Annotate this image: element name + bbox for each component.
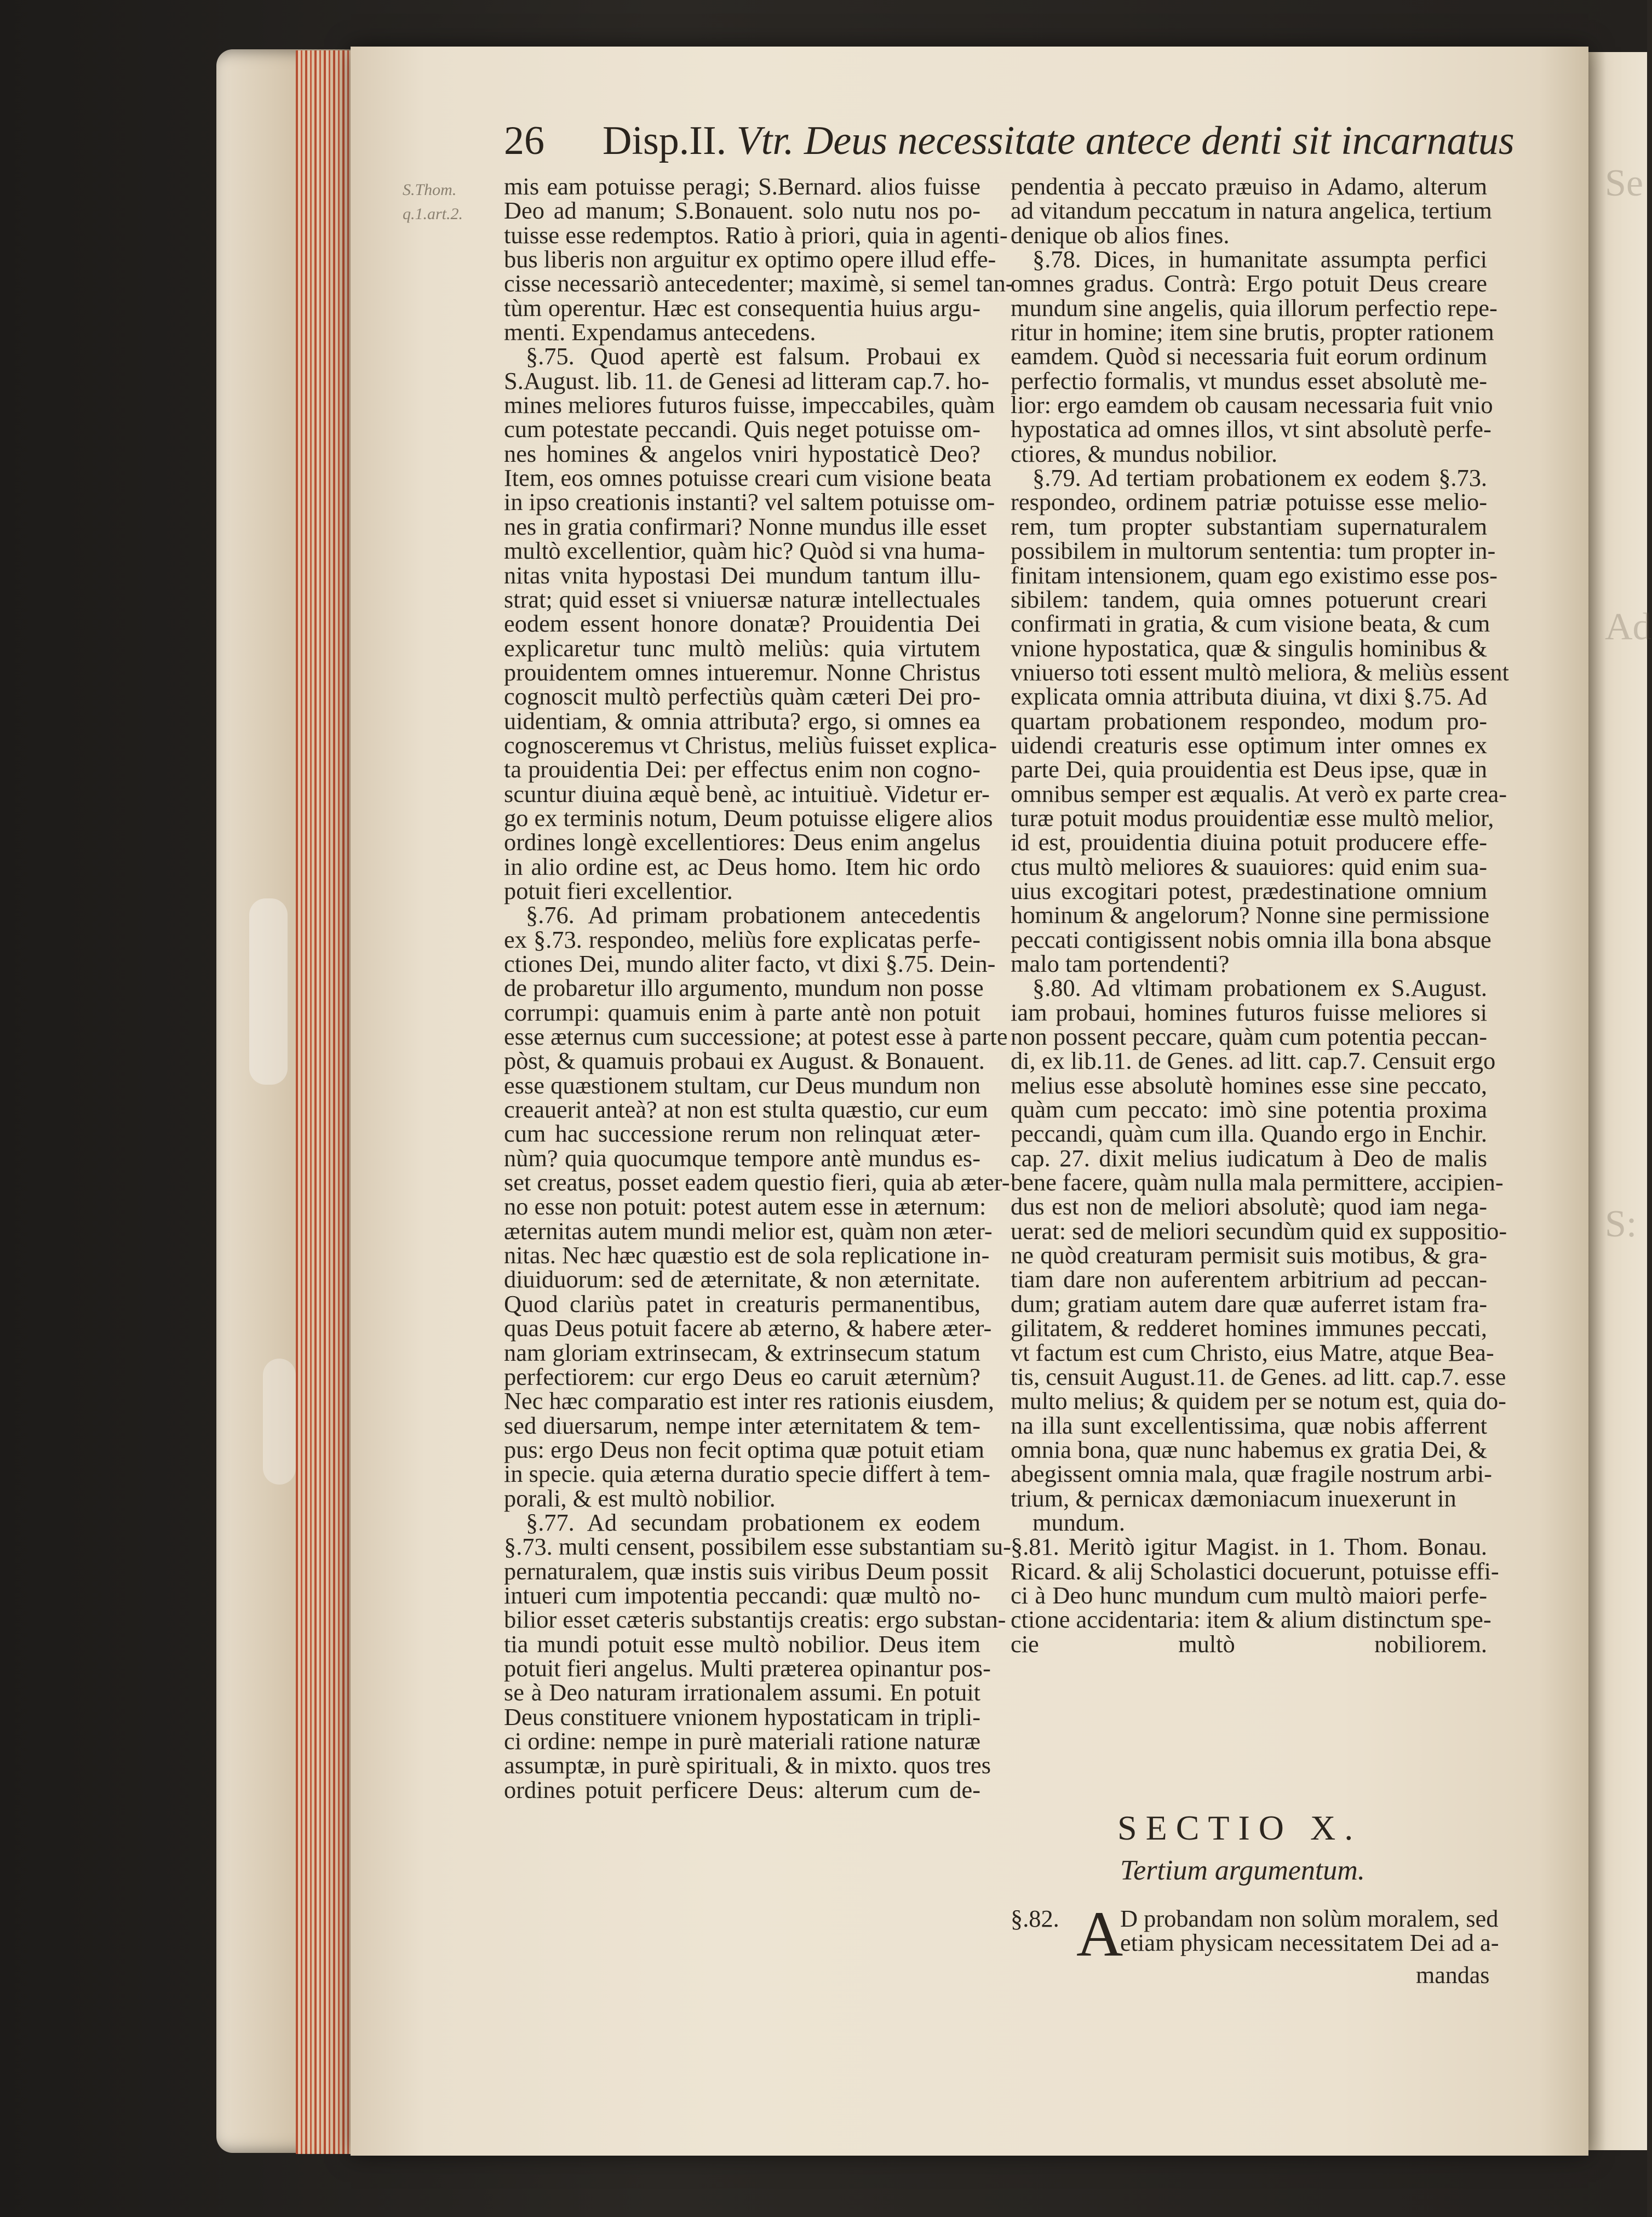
text-line: Quod clariùs patet in creaturis permanentibus, xyxy=(504,1290,980,1317)
text-line: nitas. Nec hæc quæstio est de sola replicatione in- xyxy=(504,1241,990,1269)
text-line: Deo ad manum; S.Bonauent. solo nutu nos po- xyxy=(504,197,980,225)
text-line: esse quæstionem stultam, cur Deus mundum non xyxy=(504,1071,980,1099)
text-line: vniuerso toti essent multò meliora, & meliùs essent xyxy=(1011,658,1509,686)
running-title xyxy=(603,118,1515,164)
text-line: explicata omnia attributa diuina, vt dixi §.75. Ad xyxy=(1011,683,1487,711)
text-line: §.79. Ad tertiam probationem ex eodem §.73. xyxy=(1032,464,1487,492)
text-line: trium, & pernicax dæmoniacum inuexerunt in xyxy=(1011,1484,1456,1512)
text-line: ex §.73. respondeo, meliùs fore explicatas perfe- xyxy=(504,925,980,953)
text-line: pendentia à peccato præuiso in Adamo, alterum xyxy=(1011,173,1487,200)
text-line: set creatus, posset eadem questio fieri, quia ab æter- xyxy=(504,1168,1010,1196)
text-line: assumptæ, in purè spirituali, & in mixto. quos tres xyxy=(504,1751,991,1779)
text-line: mis eam potuisse peragi; S.Bernard. alios fuisse xyxy=(504,173,980,200)
text-line: omnibus semper est æqualis. At verò ex parte crea- xyxy=(1011,780,1507,807)
text-line: eamdem. Quòd si necessaria fuit eorum ordinum xyxy=(1011,342,1487,370)
text-line: mundum. xyxy=(1032,1508,1125,1536)
text-line: uidentiam, & omnia attributa? ergo, si omnes ea xyxy=(504,707,980,735)
text-line: uidendi creaturis esse optimum inter omnes ex xyxy=(1011,731,1487,759)
text-line: tiam dare non auferentem arbitrium ad peccan- xyxy=(1011,1265,1487,1293)
text-line: creauerit anteà? at non est stulta quæstio, cur eum xyxy=(504,1096,988,1124)
text-line: æternitas autem mundi melior est, quàm non æter- xyxy=(504,1217,993,1245)
text-line: nam gloriam extrinsecam, & extrinsecum statum xyxy=(504,1338,980,1366)
running-head xyxy=(504,118,1515,178)
text-line: respondeo, ordinem patriæ potuisse esse melio- xyxy=(1011,488,1487,516)
text-line: nùm? quia quocumque tempore antè mundus es- xyxy=(504,1144,980,1172)
text-line: perfectiorem: cur ergo Deus eo caruit æternùm? xyxy=(504,1362,980,1390)
text-line: ta prouidentia Dei: per effectus enim non cogno- xyxy=(504,755,980,783)
text-line: Deus constituere vnionem hypostaticam in tripli- xyxy=(504,1703,980,1731)
text-line: peccandi, quàm cum illa. Quando ergo in Enchir. xyxy=(1011,1120,1487,1148)
text-line: dus est non de meliori absolutè; quod iam nega- xyxy=(1011,1193,1487,1221)
text-line: tuisse esse redemptos. Ratio à priori, quia in agenti- xyxy=(504,221,1008,249)
text-line: cisse necessariò antecedenter; maximè, si semel tan- xyxy=(504,270,1014,297)
text-line: esse æternus cum successione; at potest esse à parte xyxy=(504,1023,1008,1051)
text-line: nes homines & angelos vniri hypostaticè Deo? xyxy=(504,439,980,467)
text-line: pus: ergo Deus non fecit optima quæ potuit etiam xyxy=(504,1435,984,1463)
text-line: na illa sunt excellentissima, quæ nobis afferrent xyxy=(1011,1411,1487,1439)
text-line: di, ex lib.11. de Genes. ad litt. cap.7. Censuit ergo xyxy=(1011,1047,1496,1075)
text-line: corrumpi: quamuis enim à parte antè non potuit xyxy=(504,998,980,1026)
text-line: non possent peccare, quàm cum potentia peccan- xyxy=(1011,1023,1487,1051)
text-line: tia mundi potuit esse multò nobilior. Deus item xyxy=(504,1630,980,1658)
text-line: hypostatica ad omnes illos, vt sint absolutè perfe- xyxy=(1011,415,1492,443)
text-line: bene facere, quàm nulla mala permittere, accipien- xyxy=(1011,1168,1504,1196)
red-page-edges xyxy=(296,50,356,2154)
text-line: eodem essent honore donatæ? Prouidentia Dei xyxy=(504,610,980,638)
text-line: potuit fieri angelus. Multi præterea opinantur pos- xyxy=(504,1654,991,1682)
facing-page-fragment: Ad xyxy=(1605,606,1652,648)
disputation-label: Disp.II. xyxy=(603,118,727,163)
text-line: ordines longè excellentiores: Deus enim angelus xyxy=(504,828,980,856)
left-text-column xyxy=(504,173,1014,1803)
text-line: Nec hæc comparatio est inter res rationis eiusdem, xyxy=(504,1387,994,1415)
text-line: multo melius; & quidem per se notum est, quia do- xyxy=(1011,1387,1506,1415)
text-line: ci à Deo hunc mundum cum multò maiori perfe- xyxy=(1011,1581,1487,1609)
text-line: §.78. Dices, in humanitate assumpta perfici xyxy=(1032,245,1487,273)
text-line: Ricard. & alij Scholastici docuerunt, potuisse effi- xyxy=(1011,1557,1499,1585)
text-line: denique ob alios fines. xyxy=(1011,221,1230,249)
text-line: in specie. quia æterna duratio specie differt à tem- xyxy=(504,1460,990,1488)
text-line: porali, & est multò nobilior. xyxy=(504,1484,776,1512)
text-line: diuiduorum: sed de æternitate, & non æternitate. xyxy=(504,1265,980,1293)
text-line: vnione hypostatica, quæ & singulis hominibus & xyxy=(1011,634,1487,662)
text-line: hominum & angelorum? Nonne sine permissione xyxy=(1011,901,1490,929)
text-line: quas Deus potuit facere ab æterno, & habere æter- xyxy=(504,1314,992,1342)
text-line: tùm operentur. Hæc est consequentia huius argu- xyxy=(504,294,980,322)
running-title-text: Vtr. Deus necessitate antece denti sit incarnatus xyxy=(736,118,1515,163)
text-line: bilior esset cæteris substantijs creatis: ergo substan- xyxy=(504,1606,1006,1634)
text-line: D probandam non solùm moralem, sed xyxy=(1120,1905,1499,1932)
text-line: §.81. Meritò igitur Magist. in 1. Thom. Bonau. xyxy=(1011,1533,1487,1561)
text-line: ad vitandum peccatum in natura angelica, tertium xyxy=(1011,197,1492,225)
text-line: bus liberis non arguitur ex optimo opere illud effe- xyxy=(504,245,996,273)
text-line: possibilem in multorum sententia: tum propter in- xyxy=(1011,537,1496,565)
text-line: dum; gratiam autem dare quæ auferret istam fra- xyxy=(1011,1290,1487,1317)
paragraph-number: §.82. xyxy=(1011,1905,1059,1932)
text-line: menti. Expendamus antecedens. xyxy=(504,318,816,346)
text-line: Item, eos omnes potuisse creari cum visione beata xyxy=(504,464,992,492)
text-line: de probaretur illo argumento, mundum non posse xyxy=(504,974,984,1002)
right-text-column xyxy=(1011,173,1509,1658)
text-line: cum potestate peccandi. Quis neget potuisse om- xyxy=(504,415,980,443)
text-line: ordines potuit perficere Deus: alterum cum de- xyxy=(504,1775,980,1803)
text-line: in alio ordine est, ac Deus homo. Item hic ordo xyxy=(504,852,980,880)
text-line: lior: ergo eamdem ob causam necessaria fuit vnio xyxy=(1011,391,1493,419)
text-line: multò excellentior, quàm hic? Quòd si vna huma- xyxy=(504,537,985,565)
drop-cap: A xyxy=(1076,1898,1123,1970)
wear-mark xyxy=(263,1359,296,1485)
text-line: sed diuersarum, nempe inter æternitatem & tem- xyxy=(504,1411,980,1439)
margin-note xyxy=(403,178,496,226)
text-line: §.76. Ad primam probationem antecedentis xyxy=(526,901,980,929)
text-line: §.73. multi censent, possibilem esse substantiam su- xyxy=(504,1533,1011,1561)
margin-note-line: q.1.art.2. xyxy=(403,205,463,223)
text-line: S.August. lib. 11. de Genesi ad litteram cap.7. ho- xyxy=(504,366,989,394)
section-heading: SECTIO X. xyxy=(1117,1808,1362,1847)
text-line: uius excogitari potest, prædestinatione omnium xyxy=(1011,877,1487,904)
text-line: go ex terminis notum, Deum potuisse eligere alios xyxy=(504,804,993,832)
text-line: nes in gratia confirmari? Nonne mundus ille esset xyxy=(504,512,987,540)
text-line: rem, tum propter substantiam supernaturalem xyxy=(1011,512,1487,540)
wear-mark xyxy=(249,898,288,1085)
text-line: cognosceremus vt Christus, meliùs fuisset explica- xyxy=(504,731,997,759)
text-line: potuit fieri excellentior. xyxy=(504,877,733,904)
text-line: confirmati in gratia, & cum visione beata, & cum xyxy=(1011,610,1490,638)
text-line: cie multò nobiliorem. xyxy=(1011,1630,1487,1658)
text-line: quartam probationem respondeo, modum pro- xyxy=(1011,707,1487,735)
text-line: cap. 27. dixit melius iudicatum à Deo de malis xyxy=(1011,1144,1487,1172)
text-line: cognoscit multò perfectiùs quàm cæteri Dei pro- xyxy=(504,683,980,711)
text-line: nitas vnita hypostasi Dei mundum tantum illu- xyxy=(504,561,980,589)
text-line: pernaturalem, quæ instis suis viribus Deum possit xyxy=(504,1557,989,1585)
text-line: tis, censuit August.11. de Genes. ad litt. cap.7. esse xyxy=(1011,1362,1506,1390)
section-subheading: Tertium argumentum. xyxy=(1120,1855,1365,1886)
facing-page-fragment: Se xyxy=(1605,162,1643,204)
text-line: no esse non potuit: potest autem esse in æternum: xyxy=(504,1193,986,1221)
text-line: explicaretur tunc multò meliùs: quia virtutem xyxy=(504,634,980,662)
text-line: §.77. Ad secundam probationem ex eodem xyxy=(526,1508,980,1536)
text-line: malo tam portendenti? xyxy=(1011,950,1230,977)
text-line: mundum sine angelis, quia illorum perfectio repe- xyxy=(1011,294,1498,322)
text-line: ritur in homine; item sine brutis, propter rationem xyxy=(1011,318,1494,346)
text-line: vt factum est cum Christo, eius Matre, atque Bea- xyxy=(1011,1338,1494,1366)
text-line: se à Deo naturam irrationalem assumi. En potuit xyxy=(504,1678,980,1706)
text-line: omnes gradus. Contrà: Ergo potuit Deus creare xyxy=(1011,270,1487,297)
text-line: in ipso creationis instanti? vel saltem potuisse om- xyxy=(504,488,995,516)
text-line: peccati contigissent nobis omnia illa bona absque xyxy=(1011,925,1492,953)
text-line: omnia bona, quæ nunc habemus ex gratia Dei, & xyxy=(1011,1435,1487,1463)
text-line: cum hac successione rerum non relinquat æter- xyxy=(504,1120,980,1148)
text-line: id est, prouidentia diuina potuit producere effe- xyxy=(1011,828,1487,856)
text-line: turæ potuit modus prouidentiæ esse multò melior, xyxy=(1011,804,1494,832)
text-line: melius esse absolutè homines esse sine peccato, xyxy=(1011,1071,1487,1099)
text-line: uerat: sed de meliori secundùm quid ex suppositio- xyxy=(1011,1217,1507,1245)
text-line: ctione accidentaria: item & alium distinctum spe- xyxy=(1011,1606,1492,1634)
facing-page-fragment: S: xyxy=(1605,1203,1637,1245)
text-line: pòst, & quamuis probaui ex August. & Bonauent. xyxy=(504,1047,985,1075)
margin-note-line: S.Thom. xyxy=(403,181,457,199)
text-line: ctiones Dei, mundo aliter facto, vt dixi §.75. Dein- xyxy=(504,950,996,977)
text-line: sibilem: tandem, quia omnes potuerunt creari xyxy=(1011,585,1487,613)
text-line: strat; quid esset si vniuersæ naturæ intellectuales xyxy=(504,585,980,613)
text-line: scuntur diuina æquè benè, ac intuitiuè. Videtur er- xyxy=(504,780,990,807)
text-line: gilitatem, & redderet homines immunes peccati, xyxy=(1011,1314,1487,1342)
text-line: prouidentem omnes intueremur. Nonne Christus xyxy=(504,658,980,686)
text-line: ci ordine: nempe in purè materiali ratione naturæ xyxy=(504,1727,980,1755)
text-line: parte Dei, quia prouidentia est Deus ipse, quæ in xyxy=(1011,755,1487,783)
text-line: §.80. Ad vltimam probationem ex S.August. xyxy=(1032,974,1487,1002)
text-line: intueri cum impotentia peccandi: quæ multò no- xyxy=(504,1581,980,1609)
text-line: iam probaui, homines futuros fuisse meliores si xyxy=(1011,998,1487,1026)
facing-page-sliver xyxy=(1588,52,1652,2150)
text-line: perfectio formalis, vt mundus esset absolutè me- xyxy=(1011,366,1487,394)
text-line: etiam physicam necessitatem Dei ad a- xyxy=(1120,1929,1499,1956)
text-line: §.75. Quod apertè est falsum. Probaui ex xyxy=(526,342,980,370)
text-line: quàm cum peccato: imò sine potentia proxima xyxy=(1011,1096,1487,1124)
text-line: mines meliores futuros fuisse, impeccabiles, quàm xyxy=(504,391,995,419)
page-number: 26 xyxy=(504,118,544,163)
text-line: ctiores, & mundus nobilior. xyxy=(1011,439,1278,467)
text-line: ne quòd creaturam permisit suis motibus, & gra- xyxy=(1011,1241,1487,1269)
text-line: abegissent omnia mala, quæ fragile nostrum arbi- xyxy=(1011,1460,1492,1488)
text-line: finitam intensionem, quam ego existimo esse pos- xyxy=(1011,561,1498,589)
text-line: ctus multò meliores & suauiores: quid enim sua- xyxy=(1011,852,1487,880)
catchword: mandas xyxy=(1416,1962,1490,1989)
